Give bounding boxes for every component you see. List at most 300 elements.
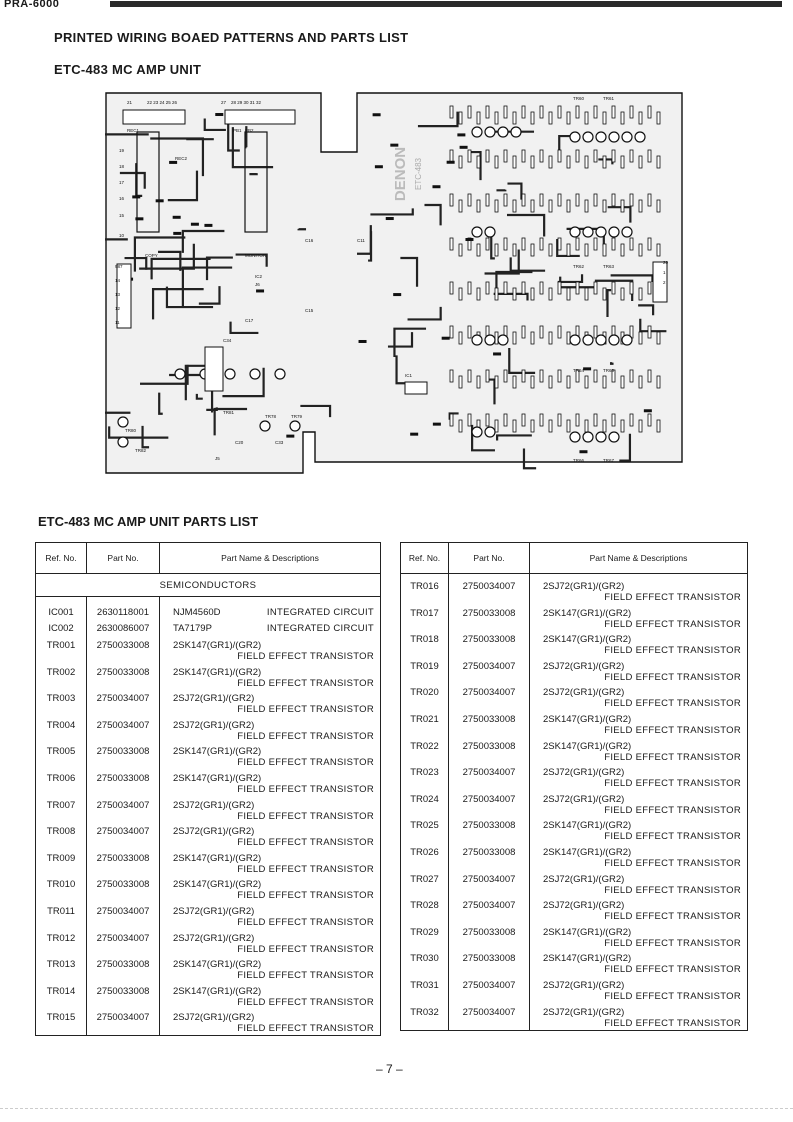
part-name: 2SK147(GR1)/(GR2) <box>543 846 632 858</box>
pcb-resistor <box>531 376 534 388</box>
pcb-resistor <box>513 244 516 256</box>
ref-cell: TR023 <box>401 764 449 791</box>
pcb-capacitor <box>375 165 383 168</box>
pcb-resistor <box>486 194 489 206</box>
part-type: FIELD EFFECT TRANSISTOR <box>604 857 741 869</box>
pcb-resistor <box>540 282 543 294</box>
col-header-part: Part No. <box>87 543 160 574</box>
part-name: 2SJ72(GR1)/(GR2) <box>173 719 255 731</box>
pcb-resistor <box>540 238 543 250</box>
pcb-pattern-diagram <box>105 92 683 474</box>
pcb-resistor <box>522 326 525 338</box>
part-cell: 2750034007 <box>449 658 530 685</box>
pcb-resistor <box>459 420 462 432</box>
pcb-resistor <box>567 244 570 256</box>
pcb-resistor <box>603 200 606 212</box>
pcb-resistor <box>495 200 498 212</box>
part-cell: 2750033008 <box>87 637 160 664</box>
semiconductors-heading: SEMICONDUCTORS <box>36 574 381 597</box>
part-type: FIELD EFFECT TRANSISTOR <box>604 911 741 923</box>
pcb-capacitor <box>215 113 223 116</box>
pcb-transistor <box>498 335 508 345</box>
pcb-resistor <box>657 332 660 344</box>
pcb-resistor <box>459 376 462 388</box>
pcb-resistor <box>558 106 561 118</box>
part-name: 2SK147(GR1)/(GR2) <box>173 959 262 971</box>
part-cell: 2750033008 <box>87 876 160 903</box>
pcb-resistor <box>522 150 525 162</box>
ref-cell: TR010 <box>36 876 87 903</box>
desc-cell <box>160 1009 381 1036</box>
pcb-trace <box>496 190 505 191</box>
pcb-capacitor <box>156 199 164 202</box>
pcb-resistor <box>450 326 453 338</box>
pcb-resistor <box>567 112 570 124</box>
pcb-label: 27 <box>221 100 227 105</box>
part-name: 2SK147(GR1)/(GR2) <box>173 640 262 651</box>
pcb-resistor <box>477 376 480 388</box>
pcb-resistor <box>459 244 462 256</box>
desc-cell <box>160 823 381 850</box>
pcb-transistor <box>570 227 580 237</box>
pcb-resistor <box>576 150 579 162</box>
table-row <box>401 578 748 605</box>
pcb-label: TR67 <box>603 458 615 463</box>
ref-cell: TR031 <box>401 977 449 1004</box>
table-row <box>36 850 381 877</box>
pcb-resistor <box>504 414 507 426</box>
pcb-capacitor <box>373 113 381 116</box>
pcb-resistor <box>558 238 561 250</box>
pcb-capacitor <box>393 293 401 296</box>
desc-cell <box>530 631 748 658</box>
desc-cell <box>530 871 748 898</box>
page-title: PRINTED WIRING BOAED PATTERNS AND PARTS LIST <box>54 30 409 45</box>
part-name: 2SJ72(GR1)/(GR2) <box>543 660 625 672</box>
pcb-capacitor <box>359 340 367 343</box>
part-cell: 2750033008 <box>87 770 160 797</box>
pcb-resistor <box>603 112 606 124</box>
pcb-label: 987 <box>115 264 123 269</box>
part-cell: 2750033008 <box>449 844 530 871</box>
table-row <box>401 977 748 1004</box>
pcb-resistor <box>540 150 543 162</box>
ref-cell: TR004 <box>36 717 87 744</box>
pcb-resistor <box>612 150 615 162</box>
ref-cell: TR005 <box>36 743 87 770</box>
pcb-resistor <box>594 326 597 338</box>
pcb-resistor <box>558 150 561 162</box>
ref-cell: TR032 <box>401 1004 449 1031</box>
pcb-capacitor <box>286 435 294 438</box>
pcb-resistor <box>495 288 498 300</box>
ref-cell: TR020 <box>401 684 449 711</box>
ref-cell: TR022 <box>401 738 449 765</box>
pcb-label: C33 <box>275 440 284 445</box>
pcb-label: TR80 <box>125 428 137 433</box>
pcb-resistor <box>513 420 516 432</box>
pcb-label: 2 <box>663 280 666 285</box>
pcb-resistor <box>630 282 633 294</box>
ref-cell: TR029 <box>401 924 449 951</box>
part-name: 2SK147(GR1)/(GR2) <box>543 713 632 725</box>
pcb-label: TR65 <box>603 368 615 373</box>
part-type: FIELD EFFECT TRANSISTOR <box>604 698 741 710</box>
pcb-label: MONITOR <box>245 253 267 258</box>
pcb-capacitor <box>386 217 394 220</box>
col-header-part: Part No. <box>449 543 530 574</box>
pcb-resistor <box>531 112 534 124</box>
part-cell: 2750034007 <box>449 871 530 898</box>
pcb-resistor <box>576 194 579 206</box>
pcb-resistor <box>540 106 543 118</box>
pcb-resistor <box>522 282 525 294</box>
part-name: 2SJ72(GR1)/(GR2) <box>543 581 625 592</box>
pcb-label: C11 <box>357 238 365 243</box>
pcb-transistor <box>609 227 619 237</box>
pcb-resistor <box>594 370 597 382</box>
pcb-transistor <box>472 227 482 237</box>
pcb-transistor <box>498 127 508 137</box>
pcb-transistor <box>596 432 606 442</box>
table-row <box>36 1009 381 1036</box>
ref-cell: TR006 <box>36 770 87 797</box>
pcb-resistor <box>549 112 552 124</box>
desc-cell <box>530 764 748 791</box>
pcb-label: 20 <box>663 260 669 265</box>
part-cell: 2750034007 <box>449 684 530 711</box>
desc-cell <box>530 684 748 711</box>
pcb-capacitor <box>173 216 181 219</box>
pcb-resistor <box>648 282 651 294</box>
pcb-transistor <box>118 417 128 427</box>
pcb-resistor <box>504 370 507 382</box>
part-type: FIELD EFFECT TRANSISTOR <box>237 996 374 1008</box>
pcb-resistor <box>630 194 633 206</box>
part-cell: 2750033008 <box>449 711 530 738</box>
desc-cell <box>160 770 381 797</box>
pcb-label: 28 29 30 31 32 <box>231 100 262 105</box>
scan-edge <box>0 1108 793 1109</box>
ref-cell: TR001 <box>36 637 87 664</box>
table-row <box>401 791 748 818</box>
pcb-transistor <box>609 432 619 442</box>
ref-cell: TR008 <box>36 823 87 850</box>
table-row <box>401 950 748 977</box>
part-name: 2SK147(GR1)/(GR2) <box>543 634 632 646</box>
model-label: PRA-6000 <box>4 0 60 10</box>
part-cell: 2750034007 <box>87 930 160 957</box>
part-cell: 2750034007 <box>449 764 530 791</box>
pcb-transistor <box>260 421 270 431</box>
pcb-resistor <box>450 150 453 162</box>
part-name: 2SJ72(GR1)/(GR2) <box>173 905 255 917</box>
pcb-resistor <box>639 420 642 432</box>
pcb-resistor <box>657 376 660 388</box>
pcb-resistor <box>585 200 588 212</box>
pcb-resistor <box>486 238 489 250</box>
pcb-resistor <box>468 370 471 382</box>
desc-cell <box>530 897 748 924</box>
pcb-transistor <box>472 335 482 345</box>
desc-cell <box>530 1004 748 1031</box>
desc-cell <box>530 924 748 951</box>
pcb-resistor <box>540 414 543 426</box>
part-type: FIELD EFFECT TRANSISTOR <box>604 645 741 657</box>
part-type: FIELD EFFECT TRANSISTOR <box>604 751 741 763</box>
pcb-resistor <box>477 244 480 256</box>
pcb-transistor <box>622 227 632 237</box>
desc-cell <box>160 690 381 717</box>
pcb-label: REC1 <box>127 128 140 133</box>
part-cell: 2750034007 <box>449 1004 530 1031</box>
pcb-transistor <box>596 227 606 237</box>
table-row <box>36 903 381 930</box>
table-row <box>36 743 381 770</box>
part-name: 2SJ72(GR1)/(GR2) <box>543 900 625 912</box>
part-type: FIELD EFFECT TRANSISTOR <box>237 757 374 769</box>
header-rule <box>110 1 782 7</box>
pcb-resistor <box>630 370 633 382</box>
ref-cell: TR019 <box>401 658 449 685</box>
pcb-label: 12 <box>115 306 121 311</box>
pcb-resistor <box>495 112 498 124</box>
part-type: FIELD EFFECT TRANSISTOR <box>237 970 374 982</box>
pcb-capacitor <box>457 133 465 136</box>
header-bar <box>0 0 790 9</box>
part-cell: 2750033008 <box>87 983 160 1010</box>
pcb-resistor <box>621 376 624 388</box>
table-row <box>401 684 748 711</box>
desc-cell <box>530 817 748 844</box>
pcb-capacitor <box>132 195 140 198</box>
pcb-resistor <box>648 194 651 206</box>
pcb-transistor <box>485 227 495 237</box>
desc-cell <box>160 797 381 824</box>
part-name: 2SK147(GR1)/(GR2) <box>173 852 262 864</box>
part-type: FIELD EFFECT TRANSISTOR <box>237 1023 374 1035</box>
part-type: FIELD EFFECT TRANSISTOR <box>237 677 374 689</box>
pcb-resistor <box>549 156 552 168</box>
table-row <box>401 764 748 791</box>
ref-cell: TR028 <box>401 897 449 924</box>
part-cell: 2750034007 <box>449 791 530 818</box>
pcb-resistor <box>468 414 471 426</box>
pcb-label: 14 <box>115 278 121 283</box>
pcb-resistor <box>558 370 561 382</box>
pcb-resistor <box>639 288 642 300</box>
pcb-resistor <box>522 106 525 118</box>
desc-cell <box>530 711 748 738</box>
parts-list-title: ETC-483 MC AMP UNIT PARTS LIST <box>38 514 259 529</box>
ref-cell: TR030 <box>401 950 449 977</box>
pcb-transistor <box>175 369 185 379</box>
pcb-resistor <box>477 288 480 300</box>
pcb-resistor <box>531 200 534 212</box>
pcb-resistor <box>594 414 597 426</box>
pcb-resistor <box>477 200 480 212</box>
pcb-label: C16 <box>305 238 314 243</box>
table-row <box>401 631 748 658</box>
pcb-resistor <box>522 414 525 426</box>
pcb-resistor <box>639 332 642 344</box>
part-name: 2SK147(GR1)/(GR2) <box>543 740 632 752</box>
part-type: FIELD EFFECT TRANSISTOR <box>237 704 374 716</box>
table-row <box>36 605 381 621</box>
pcb-resistor <box>576 238 579 250</box>
pcb-resistor <box>621 112 624 124</box>
pcb-transistor <box>622 132 632 142</box>
pcb-label: C17 <box>245 318 254 323</box>
pcb-resistor <box>540 194 543 206</box>
pcb-label: 22 23 24 25 26 <box>147 100 178 105</box>
pcb-resistor <box>459 156 462 168</box>
pcb-transistor <box>570 335 580 345</box>
part-type: FIELD EFFECT TRANSISTOR <box>604 778 741 790</box>
pcb-resistor <box>612 282 615 294</box>
pcb-transistor <box>225 369 235 379</box>
pcb-resistor <box>504 106 507 118</box>
pcb-resistor <box>657 420 660 432</box>
part-type: FIELD EFFECT TRANSISTOR <box>237 943 374 955</box>
pcb-resistor <box>459 288 462 300</box>
pcb-label: 16 <box>119 196 125 201</box>
pcb-resistor <box>567 420 570 432</box>
pcb-resistor <box>603 156 606 168</box>
pcb-transistor <box>485 127 495 137</box>
pcb-ic2 <box>405 382 427 394</box>
pcb-resistor <box>630 106 633 118</box>
part-type: FIELD EFFECT TRANSISTOR <box>604 592 741 603</box>
part-type: FIELD EFFECT TRANSISTOR <box>237 890 374 902</box>
table-row <box>36 770 381 797</box>
pcb-resistor <box>504 238 507 250</box>
pcb-transistor <box>485 335 495 345</box>
pcb-capacitor <box>204 224 212 227</box>
table-row <box>36 823 381 850</box>
pcb-resistor <box>648 326 651 338</box>
part-name: 2SK147(GR1)/(GR2) <box>543 607 632 619</box>
part-name: 2SJ72(GR1)/(GR2) <box>543 979 625 991</box>
ref-cell: TR007 <box>36 797 87 824</box>
pcb-capacitor <box>173 232 181 235</box>
part-name: 2SK147(GR1)/(GR2) <box>173 746 262 758</box>
pcb-resistor <box>513 112 516 124</box>
ref-cell: TR026 <box>401 844 449 871</box>
pcb-resistor <box>495 420 498 432</box>
part-name: 2SK147(GR1)/(GR2) <box>173 772 262 784</box>
pcb-resistor <box>450 238 453 250</box>
pcb-transistor <box>622 335 632 345</box>
ref-cell: TR014 <box>36 983 87 1010</box>
pcb-resistor <box>513 288 516 300</box>
part-type: FIELD EFFECT TRANSISTOR <box>237 863 374 875</box>
pcb-transistor <box>472 127 482 137</box>
pcb-capacitor <box>579 450 587 453</box>
desc-cell <box>530 977 748 1004</box>
pcb-label: 21 <box>127 100 133 105</box>
pcb-transistor <box>511 127 521 137</box>
part-cell: 2750033008 <box>449 950 530 977</box>
part-cell: 2750034007 <box>449 578 530 605</box>
part-type: FIELD EFFECT TRANSISTOR <box>237 783 374 795</box>
pcb-resistor <box>594 106 597 118</box>
pcb-resistor <box>504 194 507 206</box>
pcb-transistor <box>583 132 593 142</box>
part-type: FIELD EFFECT TRANSISTOR <box>237 730 374 742</box>
part-type: FIELD EFFECT TRANSISTOR <box>604 831 741 843</box>
part-type: FIELD EFFECT TRANSISTOR <box>604 1017 741 1029</box>
unit-title: ETC-483 MC AMP UNIT <box>54 62 202 77</box>
pcb-resistor <box>522 238 525 250</box>
pcb-resistor <box>648 414 651 426</box>
part-cell: 2750034007 <box>87 690 160 717</box>
pcb-resistor <box>612 106 615 118</box>
ref-cell: TR003 <box>36 690 87 717</box>
pcb-label: 11 <box>115 320 120 325</box>
part-cell: 2750033008 <box>87 850 160 877</box>
ref-cell: TR015 <box>36 1009 87 1036</box>
page-number: – 7 – <box>376 1062 403 1076</box>
part-type: FIELD EFFECT TRANSISTOR <box>237 651 374 662</box>
pcb-capacitor <box>447 161 455 164</box>
table-row <box>401 817 748 844</box>
pcb-resistor <box>450 194 453 206</box>
pcb-resistor <box>450 282 453 294</box>
desc-cell <box>530 738 748 765</box>
pcb-resistor <box>648 238 651 250</box>
part-cell: 2750033008 <box>449 817 530 844</box>
pcb-board-text: ETC-483 <box>414 157 423 191</box>
part-type: INTEGRATED CIRCUIT <box>266 623 374 634</box>
pcb-capacitor <box>256 289 264 292</box>
pcb-resistor <box>648 370 651 382</box>
pcb-resistor <box>603 244 606 256</box>
pcb-label: IC1 <box>405 373 413 378</box>
pcb-resistor <box>567 156 570 168</box>
pcb-resistor <box>558 326 561 338</box>
part-name: 2SK147(GR1)/(GR2) <box>543 820 632 832</box>
part-cell: 2750034007 <box>87 823 160 850</box>
pcb-transistor <box>472 427 482 437</box>
pcb-transistor <box>635 132 645 142</box>
pcb-resistor <box>639 156 642 168</box>
pcb-resistor <box>513 156 516 168</box>
pcb-brand-text: DENON <box>392 146 409 202</box>
pcb-label: TR60 <box>573 96 585 101</box>
desc-cell <box>160 850 381 877</box>
col-header-desc: Part Name & Descriptions <box>160 543 381 574</box>
pcb-transistor <box>485 427 495 437</box>
pcb-label: J6 <box>255 282 260 287</box>
pcb-resistor <box>648 150 651 162</box>
pcb-resistor <box>567 288 570 300</box>
pcb-resistor <box>486 282 489 294</box>
desc-cell <box>530 578 748 605</box>
table-row <box>36 930 381 957</box>
pcb-transistor <box>275 369 285 379</box>
desc-cell <box>160 930 381 957</box>
pcb-resistor <box>495 376 498 388</box>
pcb-resistor <box>522 194 525 206</box>
pcb-resistor <box>486 370 489 382</box>
pcb-resistor <box>468 194 471 206</box>
pcb-resistor <box>621 244 624 256</box>
part-name: 2SK147(GR1)/(GR2) <box>173 985 262 997</box>
pcb-label: TR63 <box>603 264 615 269</box>
pcb-resistor <box>567 200 570 212</box>
part-cell: 2750034007 <box>449 897 530 924</box>
